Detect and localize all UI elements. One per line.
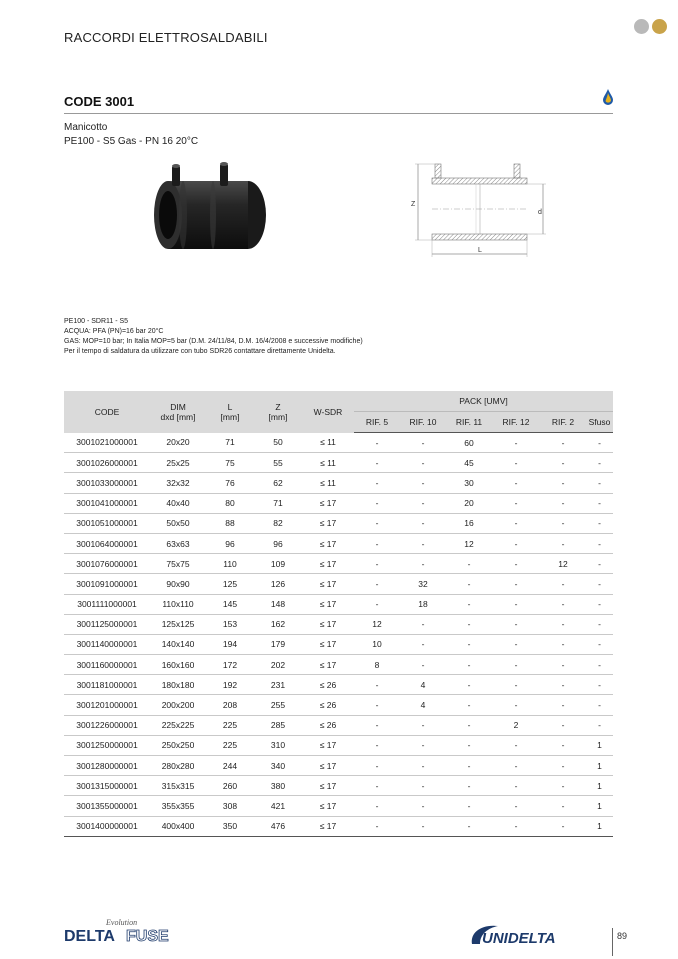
table-cell: - <box>586 614 613 634</box>
table-cell: - <box>354 735 400 755</box>
table-cell: 80 <box>206 493 254 513</box>
table-cell: - <box>540 453 586 473</box>
table-cell: - <box>446 675 492 695</box>
col-header-rif11: RIF. 11 <box>446 412 492 433</box>
col-header-pack: PACK [UMV] <box>354 391 613 412</box>
table-row <box>64 433 613 453</box>
table-row <box>64 473 613 493</box>
table-cell: 180x180 <box>150 675 206 695</box>
note-line: ACQUA: PFA (PN)=16 bar 20°C <box>64 328 164 335</box>
table-cell: ≤ 17 <box>302 574 354 594</box>
table-cell: ≤ 11 <box>302 433 354 453</box>
table-cell: 50x50 <box>150 513 206 533</box>
cell-code: 3001201000001 <box>64 695 150 715</box>
brand-script: Evolution <box>106 918 138 927</box>
table-cell: - <box>492 816 540 836</box>
table-cell: 200x200 <box>150 695 206 715</box>
technical-drawing <box>400 160 560 265</box>
table-cell: - <box>400 433 446 453</box>
table-cell: - <box>540 715 586 735</box>
cell-code: 3001091000001 <box>64 574 150 594</box>
table-cell: - <box>586 675 613 695</box>
table-cell: - <box>354 554 400 574</box>
table-cell: - <box>540 493 586 513</box>
table-cell: - <box>540 574 586 594</box>
note-line: Per il tempo di saldatura da utilizzare con tubo SDR26 contattare direttamente Unidelta. <box>64 348 336 355</box>
table-cell: ≤ 17 <box>302 796 354 816</box>
table-cell: 125 <box>206 574 254 594</box>
table-cell: - <box>586 594 613 614</box>
table-cell: 125x125 <box>150 614 206 634</box>
table-cell: - <box>492 493 540 513</box>
footer-divider <box>612 928 613 956</box>
table-cell: 280x280 <box>150 756 206 776</box>
cell-code: 3001355000001 <box>64 796 150 816</box>
table-cell: - <box>492 735 540 755</box>
table-cell: 75 <box>206 453 254 473</box>
table-cell: - <box>446 776 492 796</box>
col-header-z: Z [mm] <box>254 391 302 433</box>
table-cell: - <box>586 513 613 533</box>
table-cell: - <box>446 554 492 574</box>
table-cell: - <box>492 513 540 533</box>
cell-code: 3001051000001 <box>64 513 150 533</box>
table-cell: 260 <box>206 776 254 796</box>
table-row <box>64 675 613 695</box>
table-row <box>64 756 613 776</box>
table-cell: ≤ 17 <box>302 594 354 614</box>
table-cell: 20x20 <box>150 433 206 453</box>
table-cell: - <box>400 493 446 513</box>
table-cell: - <box>354 695 400 715</box>
deltafuse-logo <box>64 915 204 950</box>
table-cell: 12 <box>446 533 492 553</box>
table-cell: ≤ 17 <box>302 513 354 533</box>
table-cell: ≤ 26 <box>302 715 354 735</box>
gas-water-drop-icon <box>602 88 614 111</box>
table-cell: 96 <box>206 533 254 553</box>
gold-circle-icon <box>652 19 667 34</box>
table-cell: 192 <box>206 675 254 695</box>
table-cell: - <box>586 453 613 473</box>
table-cell: ≤ 17 <box>302 655 354 675</box>
table-cell: - <box>540 735 586 755</box>
cell-code: 3001315000001 <box>64 776 150 796</box>
table-cell: 1 <box>586 756 613 776</box>
product-spec: PE100 - S5 Gas - PN 16 20°C <box>64 136 199 147</box>
table-cell: - <box>400 655 446 675</box>
table-cell: ≤ 26 <box>302 695 354 715</box>
table-cell: 62 <box>254 473 302 493</box>
table-cell: - <box>400 776 446 796</box>
table-cell: 10 <box>354 634 400 654</box>
table-cell: 76 <box>206 473 254 493</box>
table-cell: - <box>446 735 492 755</box>
cell-code: 3001026000001 <box>64 453 150 473</box>
table-cell: 4 <box>400 695 446 715</box>
table-cell: - <box>446 695 492 715</box>
table-cell: 160x160 <box>150 655 206 675</box>
table-cell: - <box>354 533 400 553</box>
table-cell: 476 <box>254 816 302 836</box>
table-cell: - <box>400 715 446 735</box>
table-cell: 244 <box>206 756 254 776</box>
table-cell: 380 <box>254 776 302 796</box>
table-cell: - <box>586 715 613 735</box>
table-cell: - <box>446 816 492 836</box>
table-cell: 208 <box>206 695 254 715</box>
table-cell: - <box>540 756 586 776</box>
table-cell: 421 <box>254 796 302 816</box>
table-cell: 45 <box>446 453 492 473</box>
table-cell: 310 <box>254 735 302 755</box>
table-cell: - <box>400 816 446 836</box>
table-cell: 148 <box>254 594 302 614</box>
table-cell: - <box>354 574 400 594</box>
col-header-dim: DIM dxd [mm] <box>150 391 206 433</box>
table-cell: 225 <box>206 715 254 735</box>
table-cell: - <box>354 453 400 473</box>
col-header-l: L [mm] <box>206 391 254 433</box>
spec-table <box>64 391 613 837</box>
table-cell: 16 <box>446 513 492 533</box>
table-cell: - <box>446 655 492 675</box>
table-cell: - <box>492 554 540 574</box>
table-cell: 308 <box>206 796 254 816</box>
table-cell: - <box>354 776 400 796</box>
table-cell: 110x110 <box>150 594 206 614</box>
table-row <box>64 735 613 755</box>
table-cell: 4 <box>400 675 446 695</box>
table-cell: - <box>446 634 492 654</box>
table-cell: 153 <box>206 614 254 634</box>
table-cell: 109 <box>254 554 302 574</box>
table-cell: - <box>492 533 540 553</box>
table-cell: 71 <box>206 433 254 453</box>
table-cell: - <box>586 433 613 453</box>
table-cell: - <box>540 675 586 695</box>
table-row <box>64 533 613 553</box>
table-cell: 2 <box>492 715 540 735</box>
table-cell: 30 <box>446 473 492 493</box>
table-cell: 350 <box>206 816 254 836</box>
table-cell: 20 <box>446 493 492 513</box>
table-cell: ≤ 11 <box>302 473 354 493</box>
cell-code: 3001076000001 <box>64 554 150 574</box>
table-cell: - <box>540 695 586 715</box>
table-cell: 32x32 <box>150 473 206 493</box>
table-cell: ≤ 17 <box>302 735 354 755</box>
spec-table-body <box>64 433 613 837</box>
table-cell: - <box>400 735 446 755</box>
table-row <box>64 796 613 816</box>
cell-code: 3001160000001 <box>64 655 150 675</box>
table-cell: - <box>354 816 400 836</box>
table-cell: 25x25 <box>150 453 206 473</box>
table-cell: - <box>492 695 540 715</box>
table-cell: ≤ 26 <box>302 675 354 695</box>
table-cell: ≤ 17 <box>302 776 354 796</box>
cell-code: 3001140000001 <box>64 634 150 654</box>
table-cell: ≤ 17 <box>302 533 354 553</box>
col-header-rif2: RIF. 2 <box>540 412 586 433</box>
table-cell: - <box>492 433 540 453</box>
table-cell: 179 <box>254 634 302 654</box>
table-cell: - <box>586 695 613 715</box>
table-cell: - <box>400 756 446 776</box>
table-cell: 315x315 <box>150 776 206 796</box>
technical-notes <box>64 317 363 357</box>
table-cell: - <box>540 473 586 493</box>
brand-unidelta: UNIDELTA <box>482 930 556 947</box>
table-cell: - <box>400 533 446 553</box>
table-cell: 231 <box>254 675 302 695</box>
table-cell: - <box>492 776 540 796</box>
table-cell: ≤ 17 <box>302 554 354 574</box>
table-cell: 8 <box>354 655 400 675</box>
table-cell: 18 <box>400 594 446 614</box>
table-row <box>64 493 613 513</box>
table-row <box>64 655 613 675</box>
table-cell: 145 <box>206 594 254 614</box>
table-cell: - <box>540 634 586 654</box>
table-cell: 110 <box>206 554 254 574</box>
table-cell: 12 <box>354 614 400 634</box>
table-cell: - <box>354 473 400 493</box>
col-header-rif5: RIF. 5 <box>354 412 400 433</box>
table-cell: - <box>354 493 400 513</box>
table-cell: 1 <box>586 735 613 755</box>
table-cell: - <box>540 594 586 614</box>
table-cell: 140x140 <box>150 634 206 654</box>
table-cell: 1 <box>586 776 613 796</box>
dim-d-label: d <box>538 209 542 216</box>
cell-code: 3001111000001 <box>64 594 150 614</box>
brand-delta: DELTA <box>64 928 115 945</box>
table-cell: - <box>586 655 613 675</box>
table-row <box>64 594 613 614</box>
table-cell: - <box>492 594 540 614</box>
table-cell: - <box>446 614 492 634</box>
table-cell: - <box>586 554 613 574</box>
product-photo <box>148 160 278 265</box>
table-cell: - <box>540 614 586 634</box>
table-cell: - <box>354 513 400 533</box>
table-cell: - <box>446 796 492 816</box>
table-cell: 40x40 <box>150 493 206 513</box>
table-cell: 126 <box>254 574 302 594</box>
cell-code: 3001064000001 <box>64 533 150 553</box>
cell-code: 3001041000001 <box>64 493 150 513</box>
table-cell: 355x355 <box>150 796 206 816</box>
table-cell: 172 <box>206 655 254 675</box>
brand-fuse: FUSE <box>126 928 169 945</box>
table-cell: 1 <box>586 796 613 816</box>
product-name: Manicotto <box>64 122 108 133</box>
table-cell: - <box>446 594 492 614</box>
table-cell: 96 <box>254 533 302 553</box>
table-cell: ≤ 17 <box>302 493 354 513</box>
dim-l-label: L <box>478 247 482 254</box>
table-cell: ≤ 17 <box>302 634 354 654</box>
table-cell: - <box>354 756 400 776</box>
table-row <box>64 816 613 836</box>
table-cell: 12 <box>540 554 586 574</box>
table-row <box>64 574 613 594</box>
table-cell: - <box>446 715 492 735</box>
cell-code: 3001226000001 <box>64 715 150 735</box>
table-cell: 400x400 <box>150 816 206 836</box>
table-cell: 60 <box>446 433 492 453</box>
table-cell: 55 <box>254 453 302 473</box>
table-cell: - <box>540 796 586 816</box>
table-cell: - <box>492 655 540 675</box>
dim-z-label: Z <box>411 201 416 208</box>
table-cell: - <box>540 655 586 675</box>
table-cell: 82 <box>254 513 302 533</box>
section-title: RACCORDI ELETTROSALDABILI <box>64 30 268 45</box>
table-cell: - <box>354 675 400 695</box>
table-cell: 255 <box>254 695 302 715</box>
table-cell: ≤ 11 <box>302 453 354 473</box>
page-number: 89 <box>617 931 628 941</box>
title-divider <box>64 113 613 114</box>
table-row <box>64 554 613 574</box>
table-cell: ≤ 17 <box>302 614 354 634</box>
table-cell: - <box>492 796 540 816</box>
cell-code: 3001033000001 <box>64 473 150 493</box>
note-line: GAS: MOP=10 bar; In Italia MOP=5 bar (D.M. 24/11/84, D.M. 16/4/2008 e successive modifiche) <box>64 338 363 345</box>
col-header-wsdr: W-SDR <box>302 391 354 433</box>
table-cell: - <box>540 816 586 836</box>
note-line: PE100 - SDR11 - S5 <box>64 318 129 325</box>
table-cell: - <box>400 796 446 816</box>
table-cell: - <box>492 473 540 493</box>
table-cell: 71 <box>254 493 302 513</box>
table-cell: - <box>540 433 586 453</box>
table-cell: - <box>446 574 492 594</box>
table-cell: ≤ 17 <box>302 756 354 776</box>
table-cell: - <box>492 614 540 634</box>
unidelta-logo <box>468 922 608 953</box>
table-cell: 250x250 <box>150 735 206 755</box>
table-cell: 225 <box>206 735 254 755</box>
table-cell: - <box>400 614 446 634</box>
code-title: CODE 3001 <box>64 94 135 109</box>
table-cell: - <box>354 594 400 614</box>
table-row <box>64 715 613 735</box>
table-cell: - <box>492 574 540 594</box>
table-cell: - <box>492 453 540 473</box>
table-cell: 225x225 <box>150 715 206 735</box>
cell-code: 3001400000001 <box>64 816 150 836</box>
table-cell: - <box>586 493 613 513</box>
table-row <box>64 453 613 473</box>
table-cell: - <box>400 513 446 533</box>
cell-code: 3001125000001 <box>64 614 150 634</box>
table-cell: 50 <box>254 433 302 453</box>
table-cell: ≤ 17 <box>302 816 354 836</box>
table-cell: 88 <box>206 513 254 533</box>
table-cell: 162 <box>254 614 302 634</box>
col-header-sfuso: Sfuso <box>586 412 613 433</box>
table-cell: - <box>400 473 446 493</box>
table-row <box>64 634 613 654</box>
table-cell: - <box>540 533 586 553</box>
table-cell: - <box>492 756 540 776</box>
table-cell: - <box>400 554 446 574</box>
table-cell: 32 <box>400 574 446 594</box>
table-cell: 340 <box>254 756 302 776</box>
table-cell: - <box>540 776 586 796</box>
table-cell: 90x90 <box>150 574 206 594</box>
table-cell: - <box>586 634 613 654</box>
table-cell: 194 <box>206 634 254 654</box>
table-cell: - <box>586 473 613 493</box>
cell-code: 3001021000001 <box>64 433 150 453</box>
table-cell: 63x63 <box>150 533 206 553</box>
col-header-code: CODE <box>64 391 150 433</box>
table-cell: 285 <box>254 715 302 735</box>
table-cell: - <box>540 513 586 533</box>
col-header-rif12: RIF. 12 <box>492 412 540 433</box>
table-cell: - <box>446 756 492 776</box>
table-cell: - <box>354 433 400 453</box>
table-cell: - <box>492 675 540 695</box>
table-row <box>64 695 613 715</box>
cell-code: 3001280000001 <box>64 756 150 776</box>
product-description <box>64 121 198 149</box>
table-cell: 75x75 <box>150 554 206 574</box>
cell-code: 3001181000001 <box>64 675 150 695</box>
table-cell: - <box>586 574 613 594</box>
table-cell: - <box>492 634 540 654</box>
table-cell: 1 <box>586 816 613 836</box>
table-cell: - <box>586 533 613 553</box>
table-row <box>64 614 613 634</box>
header-badges <box>634 19 667 34</box>
table-cell: - <box>400 634 446 654</box>
table-cell: 202 <box>254 655 302 675</box>
table-row <box>64 513 613 533</box>
table-row <box>64 776 613 796</box>
table-cell: - <box>354 715 400 735</box>
cell-code: 3001250000001 <box>64 735 150 755</box>
table-cell: - <box>354 796 400 816</box>
table-cell: - <box>400 453 446 473</box>
grey-circle-icon <box>634 19 649 34</box>
col-header-rif10: RIF. 10 <box>400 412 446 433</box>
